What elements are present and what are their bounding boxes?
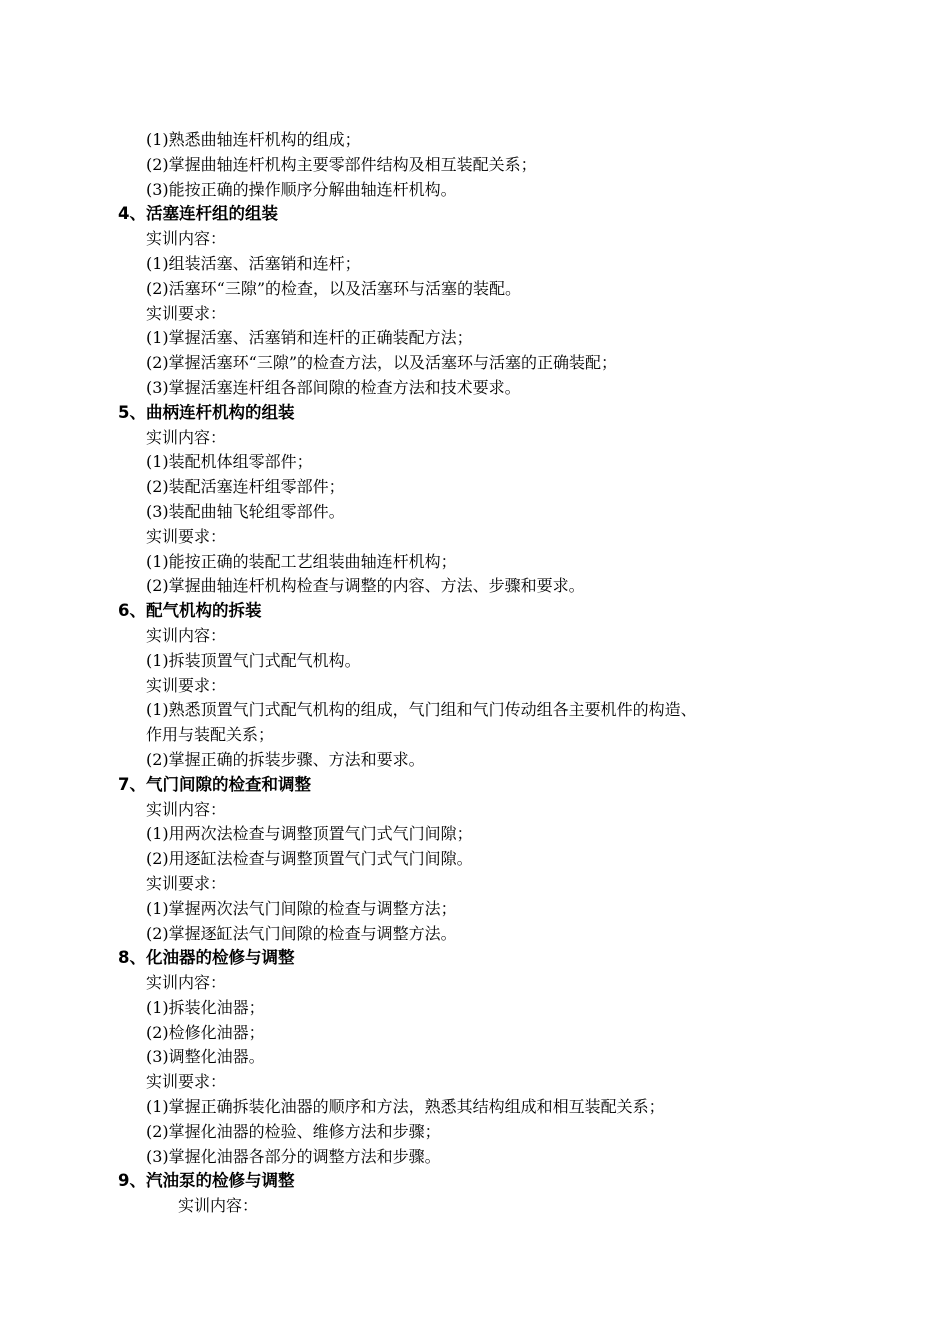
list-item: (1)拆装化油器；	[146, 997, 265, 1017]
list-item: (2)掌握化油器的检验、维修方法和步骤；	[146, 1121, 441, 1141]
section-heading: 6、配气机构的拆装	[118, 601, 262, 621]
section-label: 实训要求：	[146, 303, 227, 323]
list-item: (1)组装活塞、活塞销和连杆；	[146, 253, 361, 273]
section-label: 实训内容：	[178, 1196, 259, 1216]
list-item: (1)掌握两次法气门间隙的检查与调整方法；	[146, 898, 457, 918]
section-heading: 4、活塞连杆组的组装	[118, 204, 278, 224]
section-heading: 7、气门间隙的检查和调整	[118, 774, 311, 794]
section-label: 实训内容：	[146, 625, 227, 645]
section-heading: 5、曲柄连杆机构的组装	[118, 402, 295, 422]
list-item: (1)用两次法检查与调整顶置气门式气门间隙；	[146, 824, 473, 844]
section-label: 实训要求：	[146, 675, 227, 695]
list-item: (2)掌握曲轴连杆机构检查与调整的内容、方法、步骤和要求。	[146, 576, 585, 596]
list-item: (3)掌握化油器各部分的调整方法和步骤。	[146, 1146, 441, 1166]
list-item: (2)活塞环“三隙”的检查，以及活塞环与活塞的装配。	[146, 278, 522, 298]
section-label: 实训要求：	[146, 526, 227, 546]
list-item: (2)掌握逐缸法气门间隙的检查与调整方法。	[146, 923, 457, 943]
section-heading: 8、化油器的检修与调整	[118, 948, 295, 968]
list-item-continuation: 作用与装配关系；	[146, 725, 275, 745]
list-item: (1)装配机体组零部件；	[146, 452, 313, 472]
section-label: 实训内容：	[146, 229, 227, 249]
list-item: (1)能按正确的装配工艺组装曲轴连杆机构；	[146, 551, 457, 571]
list-item: (2)装配活塞连杆组零部件；	[146, 477, 345, 497]
list-item: (1)熟悉顶置气门式配气机构的组成，气门组和气门传动组各主要机件的构造、	[146, 700, 697, 720]
list-item: (1)掌握活塞、活塞销和连杆的正确装配方法；	[146, 328, 473, 348]
list-item: (2)掌握活塞环“三隙”的检查方法，以及活塞环与活塞的正确装配；	[146, 353, 618, 373]
section-label: 实训要求：	[146, 873, 227, 893]
list-item: (1)拆装顶置气门式配气机构。	[146, 650, 361, 670]
list-item: (3)装配曲轴飞轮组零部件。	[146, 501, 345, 521]
section-label: 实训内容：	[146, 799, 227, 819]
section-label: 实训内容：	[146, 427, 227, 447]
list-item: (2)用逐缸法检查与调整顶置气门式气门间隙。	[146, 849, 473, 869]
list-item: (3)调整化油器。	[146, 1047, 265, 1067]
list-item: (2)掌握正确的拆装步骤、方法和要求。	[146, 749, 425, 769]
section-label: 实训要求：	[146, 1072, 227, 1092]
list-item: (2)检修化油器；	[146, 1022, 265, 1042]
list-item: (1)掌握正确拆装化油器的顺序和方法，熟悉其结构组成和相互装配关系；	[146, 1097, 665, 1117]
document-page	[0, 128, 950, 1219]
list-item: (2)掌握曲轴连杆机构主要零部件结构及相互装配关系；	[146, 154, 537, 174]
list-item: (1)熟悉曲轴连杆机构的组成；	[146, 130, 361, 149]
section-label: 实训内容：	[146, 973, 227, 993]
list-item: (3)能按正确的操作顺序分解曲轴连杆机构。	[146, 179, 457, 199]
list-item: (3)掌握活塞连杆组各部间隙的检查方法和技术要求。	[146, 377, 521, 397]
section-heading: 9、汽油泵的检修与调整	[118, 1171, 295, 1191]
